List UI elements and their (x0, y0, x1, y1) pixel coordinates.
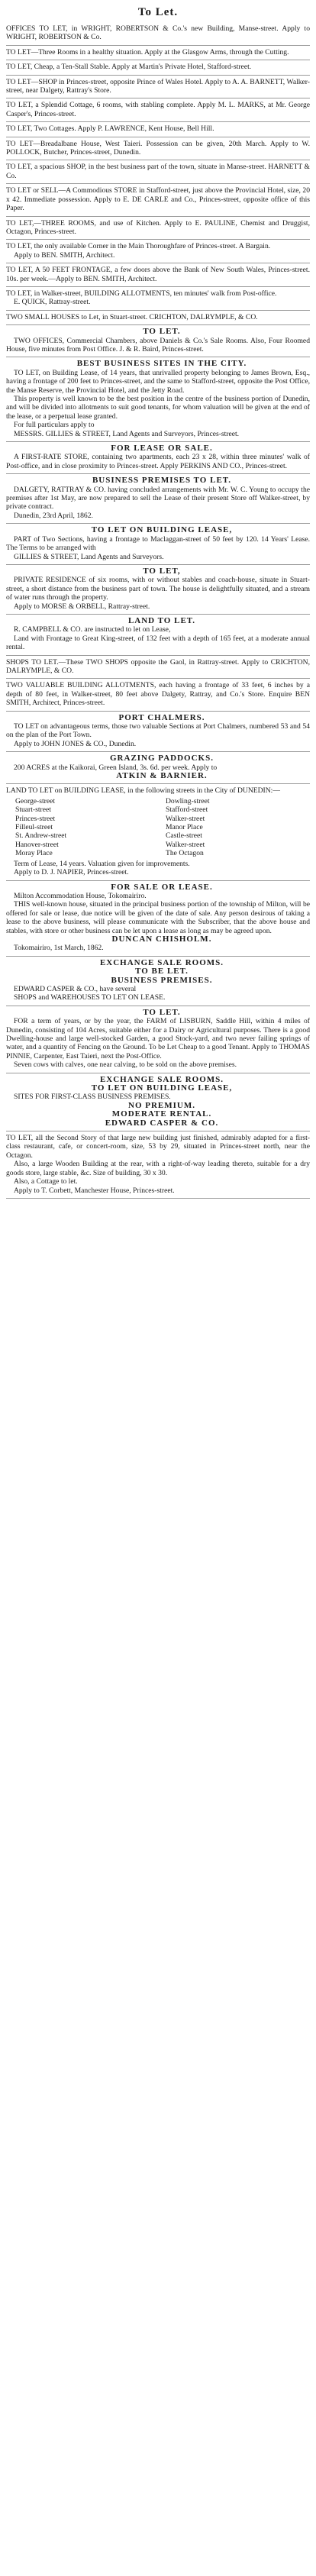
page-title: To Let. (137, 6, 179, 18)
ad-paragraph: TO LET—Breadalbane House, West Taieri. Possession can be given, 20th March. Apply to W. POLLOCK, Butcher, Princes-street, Dunedin. (6, 139, 310, 157)
street-name: Hanover-street (15, 840, 59, 849)
advertisement (6, 98, 310, 122)
street-name: Walker-street (166, 814, 205, 823)
advertisement (6, 263, 310, 287)
advertisement (6, 160, 310, 184)
street-list (15, 797, 310, 858)
ad-subheading: TO LET. (143, 327, 181, 337)
ad-paragraph: MESSRS. GILLIES & STREET, Land Agents and Surveyors, Princes-street. (14, 429, 240, 438)
ad-paragraph: Seven cows with calves, one near calving, to be sold on the above premises. (14, 1060, 237, 1070)
ad-paragraph: Term of Lease, 14 years. Valuation given for improvements. (14, 859, 190, 868)
ad-paragraph: SITES FOR FIRST-CLASS BUSINESS PREMISES. (14, 1093, 171, 1102)
advertisement (6, 60, 310, 75)
ad-subheading: TO LET. (143, 1007, 181, 1017)
ad-paragraph: LAND TO LET on BUILDING LEASE, in the following streets in the City of DUNEDIN:— (6, 786, 280, 796)
ad-paragraph: FOR a term of years, or by the year, the FARM of LISBURN, Saddle Hill, within 4 miles of Dunedin, consisting of 104 Acres, suitable either for a Dairy or Agricultural purposes. There is a good Dwelling-house and large well-stocked Garden, a good Stock-yard, and two never failing springs of water, and a quantity of Fencing on the Ground. To be Let Cheap to a good Tenant. Apply to THOMAS PINNIE, Carpenter, East Taieri, next the Post-Office. (6, 1017, 310, 1060)
ad-paragraph: Apply to D. J. NAPIER, Princes-street. (14, 868, 129, 877)
ad-paragraph: TO LET, a spacious SHOP, in the best business part of the town, situate in Manse-street. HARNETT & Co. (6, 163, 310, 180)
ad-paragraph: TO LET, Cheap, a Ten-Stall Stable. Apply at Martin's Private Hotel, Stafford-street. (6, 63, 252, 72)
ad-paragraph: TO LET or SELL—A Commodious STORE in Stafford-street, just above the Provincial Hotel, size, 20 x 42. Immediate possession. Apply to E. DE CARLE and Co., Princes-street, opposite office of this Paper. (6, 186, 310, 213)
ad-paragraph: TO LET on advantageous terms, those two valuable Sections at Port Chalmers, numbered 53 and 54 on the plan of the Port Town. (6, 722, 310, 740)
advertisement (6, 46, 310, 60)
advertisement (6, 122, 310, 137)
ads-list (6, 22, 310, 1199)
ad-paragraph: TWO OFFICES, Commercial Chambers, above Daniels & Co.'s Sale Rooms. Also, Four Roomed House, five minutes from Post Office. J. & R. Baird, Princes-street. (6, 336, 310, 353)
ad-paragraph: Dunedin, 23rd April, 1862. (14, 511, 93, 520)
ad-paragraph: Land with Frontage to Great King-street, of 132 feet with a depth of 165 feet, at a moderate annual rental. (6, 634, 310, 652)
advertisement (6, 524, 310, 565)
advertisement (6, 615, 310, 656)
advertisement (6, 565, 310, 615)
ad-paragraph: THIS well-known house, situated in the principal business portion of the township of Milton, will be offered for sale or lease, due notice will be given of the date of sale. Any person desirous of taking a lease to the above business, will please communicate with the Subscriber, that the above house and stables, with store or other business can be let upon a lease as long as may be agreed upon. (6, 900, 310, 935)
ad-subheading: BUSINESS PREMISES. (111, 975, 213, 985)
ad-subheading: TO LET, (143, 566, 181, 576)
advertisement (6, 957, 310, 1006)
ad-paragraph: OFFICES TO LET, in WRIGHT, ROBERTSON & Co.'s new Building, Manse-street. Apply to WRIGHT, ROBERTSON & Co. (6, 24, 310, 42)
advertisement (6, 325, 310, 357)
street-name: Walker-street (166, 840, 205, 849)
advertisement (6, 1073, 310, 1131)
advertisement (6, 1006, 310, 1073)
ad-paragraph: TO LET, the only available Corner in the Main Thoroughfare of Princes-street. A Bargain. (6, 242, 271, 251)
ad-subheading: MODERATE RENTAL. (111, 1109, 212, 1119)
advertisement (6, 287, 310, 311)
ad-paragraph: Apply to BEN. SMITH, Architect. (14, 250, 115, 260)
street-name: St. Andrew-street (15, 831, 67, 841)
ad-paragraph: TWO SMALL HOUSES to Let, in Stuart-street. CRICHTON, DALRYMPLE, & CO. (6, 312, 258, 321)
ad-paragraph: PART of Two Sections, having a frontage to Maclaggan-street of 50 feet by 120. 14 Years' Lease. The Terms to be arranged with (6, 534, 310, 553)
ad-paragraph: This property is well known to be the best position in the centre of the business portion of Dunedin, and will be divided into allotments to suit good tenants, for whom valuation will be given at the end of the lease, or a perpetual lease granted. (6, 395, 310, 421)
ad-subheading: TO BE LET. (135, 967, 189, 976)
ad-paragraph: TO LET, on Building Lease, of 14 years, that unrivalled property belonging to James Brown, Esq., having a frontage of 200 feet to Princes-street, and the same to Stafford-street, opposite the Post Office, the Manse Reserve, the Provincial Hotel, and the Jetty Road. (6, 368, 310, 395)
ad-paragraph: GILLIES & STREET, Land Agents and Surveyors. (14, 552, 164, 561)
ad-paragraph: SHOPS TO LET.—These TWO SHOPS opposite the Gaol, in Rattray-street. Apply to CRICHTON, DALRYMPLE, & CO. (6, 657, 310, 675)
advertisement (6, 217, 310, 240)
ad-paragraph: Apply to T. Corbett, Manchester House, Princes-street. (14, 1186, 175, 1195)
ad-subheading: TO LET ON BUILDING LEASE, (91, 1083, 233, 1093)
advertisement (6, 76, 310, 99)
ad-paragraph: TO LET, Two Cottages. Apply P. LAWRENCE, Kent House, Bell Hill. (6, 124, 214, 134)
advertisement (6, 784, 310, 880)
ad-paragraph: Milton Accommodation House, Tokomairiro. (14, 891, 147, 900)
ad-subheading: PORT CHALMERS. (118, 712, 205, 722)
ad-paragraph: TO LET—Three Rooms in a healthy situation. Apply at the Glasgow Arms, through the Cutting. (6, 47, 289, 56)
street-name: Moray Place (15, 849, 53, 858)
ad-paragraph: Apply to JOHN JONES & CO., Dunedin. (14, 739, 137, 748)
ad-paragraph: EDWARD CASPER & CO., have several (14, 984, 137, 993)
advertisement (6, 679, 310, 711)
street-name: Filleul-street (15, 823, 53, 832)
ad-paragraph: For full particulars apply to (14, 421, 95, 430)
ad-subheading: EXCHANGE SALE ROOMS. (99, 957, 224, 967)
ad-paragraph: TO LET, all the Second Story of that large new building just finished, admirably adapted for a first-class restaurant, cafe, or concert-room, size, 53 by 29, situated in Princes-street north, near the Octagon. (6, 1134, 310, 1160)
ad-paragraph: TO LET, in Walker-street, BUILDING ALLOTMENTS, ten minutes' walk from Post-office. (6, 289, 277, 298)
ad-subheading: TO LET ON BUILDING LEASE, (91, 525, 233, 535)
newspaper-column (6, 0, 310, 1199)
street-name: Dowling-street (166, 796, 210, 805)
ad-subheading: FOR LEASE OR SALE. (111, 444, 213, 454)
advertisement (6, 240, 310, 263)
ad-paragraph: 200 ACRES at the Kaikorai, Green Island, 3s. 6d. per week. Apply to (14, 763, 218, 772)
ad-subheading: NO PREMIUM. (128, 1100, 195, 1110)
ad-paragraph: Apply to MORSE & ORBELL, Rattray-street. (14, 602, 150, 611)
advertisement (6, 712, 310, 753)
ad-subheading: LAND TO LET. (127, 615, 196, 625)
ad-paragraph: TO LET,—THREE ROOMS, and use of Kitchen. Apply to E. PAULINE, Chemist and Druggist, Octagon, Princes-street. (6, 218, 310, 236)
advertisement (6, 442, 310, 474)
ad-subheading: BUSINESS PREMISES TO LET. (92, 476, 232, 486)
ad-paragraph: Also, a Cottage to let. (14, 1177, 78, 1186)
ad-paragraph: R. CAMPBELL & CO. are instructed to let on Lease, (14, 625, 171, 634)
ad-subheading: DUNCAN CHISHOLM. (111, 934, 212, 944)
advertisement (6, 1131, 310, 1199)
ad-paragraph: PRIVATE RESIDENCE of six rooms, with or without stables and coach-house, situate in Stuart-street, a short distance from the business part of town. The house is delightfully situated, and a stream of water runs through the property. (6, 576, 310, 602)
ad-paragraph: TWO VALUABLE BUILDING ALLOTMENTS, each having a frontage of 33 feet, 6 inches by a depth of 80 feet, in Walker-street, 80 feet above Dalgety, Rattray, and Co.'s Store. Enquire BEN SMITH, Architect, Princes-street. (6, 681, 310, 708)
ad-paragraph: Also, a large Wooden Building at the rear, with a right-of-way leading thereto, suitable for a dry goods store, large stable, &c. Size of building, 30 x 30. (6, 1160, 310, 1177)
ad-paragraph: TO LET, A 50 FEET FRONTAGE, a few doors above the Bank of New South Wales, Princes-street. 10s. per week.—Apply to BEN. SMITH, Architect. (6, 266, 310, 283)
advertisement (6, 184, 310, 216)
ad-paragraph: DALGETY, RATTRAY & CO. having concluded arrangements with Mr. W. C. Young to occupy the premises after 1st May, are now prepared to sell the Lease of their present Store off Walker-street, by private contract. (6, 485, 310, 512)
ad-subheading: EDWARD CASPER & CO. (105, 1118, 219, 1128)
ad-subheading: GRAZING PADDOCKS. (110, 754, 214, 763)
advertisement (6, 881, 310, 957)
street-name: Manor Place (166, 823, 203, 832)
street-name: Princes-street (15, 814, 56, 823)
advertisement (6, 22, 310, 46)
ad-subheading: EXCHANGE SALE ROOMS. (99, 1074, 224, 1084)
street-name: Castle-street (166, 831, 202, 841)
advertisement (6, 137, 310, 161)
advertisement (6, 357, 310, 442)
ad-paragraph: TO LET, a Splendid Cottage, 6 rooms, with stabling complete. Apply M. L. MARKS, at Mr. George Casper's, Princes-street. (6, 101, 310, 118)
ad-paragraph: A FIRST-RATE STORE, containing two apartments, each 23 x 28, within three minutes' walk of Post-office, and in close proximity to Princes-street. Apply PERKINS AND CO., Princes-street. (6, 453, 310, 470)
ad-paragraph: TO LET—SHOP in Princes-street, opposite Prince of Wales Hotel. Apply to A. A. BARNETT, Walker-street, near Dalgety, Rattray's Store. (6, 77, 310, 95)
ad-paragraph: SHOPS and WAREHOUSES TO LET ON LEASE. (14, 993, 166, 1002)
street-name: George-street (15, 796, 56, 805)
advertisement (6, 656, 310, 680)
street-name: Stuart-street (15, 805, 51, 815)
advertisement (6, 311, 310, 325)
ad-paragraph: Tokomairiro, 1st March, 1862. (14, 944, 104, 953)
ad-subheading: FOR SALE OR LEASE. (111, 882, 213, 892)
advertisement (6, 474, 310, 524)
ad-subheading: ATKIN & BARNIER. (116, 771, 208, 781)
ad-subheading: BEST BUSINESS SITES IN THE CITY. (76, 359, 247, 369)
advertisement (6, 752, 310, 784)
ad-paragraph: E. QUICK, Rattray-street. (14, 298, 91, 307)
street-name: Stafford-street (166, 805, 208, 815)
street-name: The Octagon (166, 849, 204, 858)
